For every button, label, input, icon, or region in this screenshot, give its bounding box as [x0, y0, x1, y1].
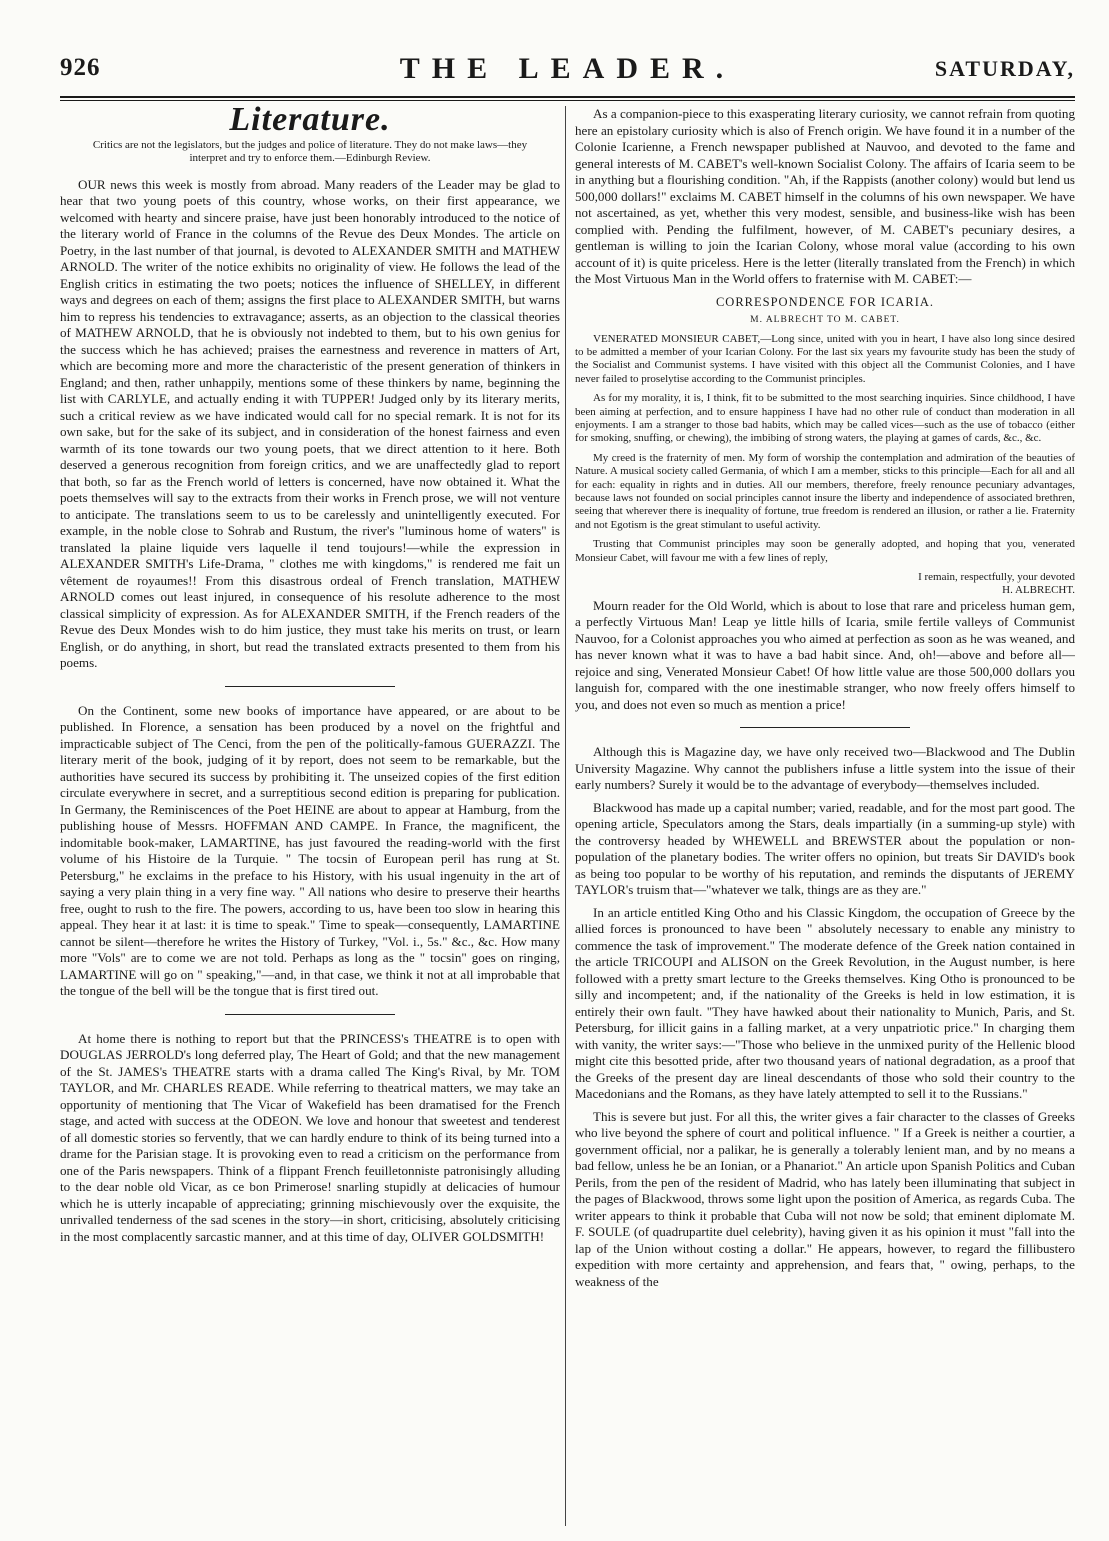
- article-paragraph: Mourn reader for the Old World, which is about to lose that rare and priceless human gem, a perfectly Virtuous Man! Leap ye little hills of Icaria, smile fertile valleys of Communist Nauvoo, for a Colonist approaches you who aimed at perfection as soon as he was weaned, and has never known what it was to have a bad habit since. And, oh!—above and before all—rejoice and sing, Venerated Monsieur Cabet! Of how little value are those 500,000 dollars you languish for, compared with the one inestimable stranger, who now freely offers himself to you, and does not even so much as mention a price!: [575, 597, 1075, 712]
- letter-paragraph: My creed is the fraternity of men. My form of worship the contemplation and admiration of the beauties of Nature. A musical society called Germania, of which I am a member, sticks to this principle—Each for all and all for each: equality in rights and in duties. All our members, therefore, freely renounce pecuniary advantages, because laws not founded on social principles cannot insure the liberty and independence of associated brethren, seeing that wherever there is inequality of fortune, true freedom is rendered an illusion, or rather a lie. Fraternity and not Egotism is the great stimulant to useful activity.: [575, 451, 1075, 531]
- right-column: [575, 106, 1075, 1526]
- article-paragraph: Blackwood has made up a capital number; varied, readable, and for the most part good. The opening article, Speculators among the Stars, deals impartially (in a summing-up style) with the controversy headed by WHEWELL and BREWSTER about the population or non-population of the planetary bodies. The writer offers no opinion, but treats Sir DAVID's book as being too popular to be worthy of his reputation, and reminds the disputants of JEREMY TAYLOR's truism that—"whatever we talk, things are as they are.": [575, 799, 1075, 898]
- epigraph: Critics are not the legislators, but the judges and police of literature. They do not make laws—they interpret and try to enforce them.—Edinburgh Review.: [92, 138, 528, 164]
- page-number: 926: [60, 54, 101, 81]
- letter-paragraph: VENERATED MONSIEUR CABET,—Long since, united with you in heart, I have also long since desired to be admitted a member of your Icarian Colony. For the last six years my favourite study has been the study of the Socialist and Communist systems. I have visited with this object all the Communist Colonies, and I have never failed to proselytise according to the Communist principles.: [575, 332, 1075, 385]
- section-separator: [225, 686, 395, 687]
- issue-day: SATURDAY,: [934, 56, 1075, 81]
- letter-signoff: I remain, respectfully, your devoted: [918, 571, 1075, 583]
- section-separator: [225, 1014, 395, 1015]
- article-paragraph: Although this is Magazine day, we have only received two—Blackwood and The Dublin University Magazine. Why cannot the publishers infuse a little system into the issue of their early numbers? Surely it would be to the advantage of everybody—themselves included.: [575, 744, 1075, 793]
- correspondence-subheading: M. ALBRECHT TO M. CABET.: [750, 315, 900, 325]
- masthead: THE LEADER.: [399, 52, 736, 85]
- letter-paragraph: Trusting that Communist principles may soon be generally adopted, and hoping that you, venerated Monsieur Cabet, will favour me with a few lines of reply,: [575, 538, 1075, 564]
- article-paragraph: This is severe but just. For all this, the writer gives a fair character to the classes of Greeks who live beyond the sphere of court and political influence. " If a Greek is neither a courtier, a government official, nor a palikar, he is generally a tolerably lenient man, and by no means a bad fellow, unless he be an Ionian, or a Phanariot." An article upon Spanish Politics and Cuban Perils, from the pen of the resident of Madrid, who has lately been illuminating that subject in the pages of Blackwood, throws some light upon the position of America, as regards Cuba. The writer appears to think it probable that Cuba will not now be sold; that eminent diplomate M. F. SOULE (of quadrupartite duel celebrity), having given it as his opinion it must "fall into the lap of the Union without costing a dollar." He appears, however, to regard the fillibustero expedition with more certainty and apprehension, and fears that, " owing, perhaps, to the weakness of the: [575, 1108, 1075, 1289]
- article-paragraph: As a companion-piece to this exasperating literary curiosity, we cannot refrain from quoting here an epistolary curiosity which is also of French origin. We have found it in a number of the Colonie Icarienne, a French newspaper published at Nauvoo, and devoted to the fame and general interests of M. CABET's well-known Socialist Colony. The affairs of Icaria seem to be in anything but a flourishing condition. "Ah, if the Rappists (another colony) would but lend us 500,000 dollars!" exclaims M. CABET himself in the columns of his own newspaper. We have not ascertained, as yet, whether this very modest, sensible, and business-like wish has been complied with. Pending the fulfilment, however, of M. CABET's pecuniary desires, a gentleman is willing to join the Icarian Colony, whose moral value (according to his own account of it) is quite priceless. Here is the letter (literally translated from the French) in which the Most Virtuous Man in the World offers to fraternise with M. CABET:—: [575, 106, 1075, 286]
- letter-signature: H. ALBRECHT.: [1002, 584, 1075, 597]
- article-paragraph: At home there is nothing to report but that the PRINCESS's THEATRE is to open with DOUGLAS JERROLD's long deferred play, The Heart of Gold; and that the new management of the St. JAMES's THEATRE starts with a drama called The King's Rival, by Mr. TOM TAYLOR, and Mr. CHARLES READE. While referring to theatrical matters, we may take an opportunity of mentioning that The Vicar of Wakefield has been dramatised for the French stage, and acted with success at the ODEON. We love and honour that sweetest and tenderest of all domestic stories so fervently, that we can hardly endure to think of its being turned into a drame for the Parisian stage. It is provoking even to read a criticism on the performance from one of the Paris newspapers. Think of a flippant French feuilletonniste patronisingly alluding to the dear noble old Vicar, as ce bon Primerose! snarling stupidly at delicacies of humour which he is utterly incapable of appreciating; grinning mischievously over the exquisite, the unrivalled tenderness of the sad scenes in the story—in short, criticising, absolutely criticising in the most complacently sarcastic manner, and at this time of day, OLIVER GOLDSMITH!: [60, 1030, 560, 1244]
- page-header: [60, 54, 1075, 94]
- section-separator: [740, 727, 910, 728]
- article-paragraph: In an article entitled King Otho and his Classic Kingdom, the occupation of Greece by the allied forces is pronounced to have been " absolutely necessary to enable any ministry to commence the task of improvement." The moderate defence of the Greek nation contained in the article TRICOUPI and ALISON on the Greek Revolution, in the August number, is here followed with a pretty smart lecture to the Greeks themselves. King Otho is pronounced to be silly and incompetent; and, if the nationality of the Greeks is held in low estimation, it is entirely their own fault. "They have hawked about their nationality to Munich, Paris, and St. Petersburg, for illicit gains in a falling market, at a very unpatriotic price." In charging them with vanity, the writer says:—"Those who believe in the unmixed purity of the Hellenic blood might cite this besotted pride, after two thousand years of national degradation, as a proof that the Greeks of the present day are lineal descendants of those who sold their country to the Macedonians and the Romans, as they have lately attempted to sell it to the Russians.": [575, 904, 1075, 1102]
- letter-paragraph: As for my morality, it is, I think, fit to be submitted to the most searching inquiries. Since childhood, I have been aiming at perfection, and to ensure happiness I have had no other rule of conduct than moderation in all enjoyments. I am a stranger to those bad habits, which may be called vices—such as the use of tobacco (either for smoking, snuffing, or chewing), the imbibing of strong waters, the playing at games of cards, &c., &c.: [575, 392, 1075, 445]
- header-rule: [60, 96, 1075, 101]
- article-paragraph: OUR news this week is mostly from abroad. Many readers of the Leader may be glad to hear that two young poets of this country, whose works, on their first appearance, we welcomed with hearty and sincere praise, have just been honorably introduced to the notice of the literary world of France in the columns of the Revue des Deux Mondes. The article on Poetry, in the last number of that journal, is devoted to ALEXANDER SMITH and MATHEW ARNOLD. The writer of the notice exhibits no originality of view. He follows the lead of the English critics in estimating the two poets; notices the influence of SHELLEY, in different ways and degrees on each of them; assigns the first place to ALEXANDER SMITH, but warns him to repress his tendencies to extravagance; asserts, as an objection to the classical theories of MATHEW ARNOLD, that he is obviously not indebted to them, but to his own genius for the success which he has achieved; praises the earnestness and reverence in matters of Art, which are becoming more and more the characteristic of the present generation of thinkers in England; and then, rather unhappily, mentions some of these thinkers by name, beginning the list with CARLYLE, and actually ending it with TUPPER! Judged only by its literary merits, such a critical review as we have indicated would call for no special remark. It is not for its own sake, but for the sake of its subject, and in consideration of the honest fairness and even warmth of its tone towards our two young poets, that we direct attention to it here. Both deserved a generous recognition from foreign critics, and we are unaffectedly glad to report that both, so far as the French world of letters is concerned, have now obtained it. What the poets themselves will say to the extracts from their works in French prose, we will not venture to anticipate. The translations seem to us to be carelessly and unintelligently executed. For example, in the noble close to Sohrab and Rustum, the river's "luminous home of waters" is translated la plaine liquide vers laquelle il tend toujours!—while the expression in ALEXANDER SMITH's Life-Drama, " clothes me with kingdoms," is rendered me fait un vêtement de royaumes!! From this disastrous ordeal of French translation, MATHEW ARNOLD comes out least injured, in consequence of his resolute adherence to the most classical simplicity of expression. As for ALEXANDER SMITH, if the French readers of the Revue des Deux Mondes wish to do him justice, they must take his merits on trust, or learn English, or do anything, in short, but read the translated extracts presented to them from his poems.: [60, 176, 560, 670]
- article-paragraph: On the Continent, some new books of importance have appeared, or are about to be published. In Florence, a sensation has been produced by a novel on the frightful and impracticable subject of The Cenci, from the pen of the politically-famous GUERAZZI. The literary merit of the book, judging of it by report, does not seem to be remarkable, but the authorities have secured its success by prohibiting it. The unseized copies of the first edition circulate everywhere in secret, and a surreptitious second edition is preparing for publication. In Germany, the Reminiscences of the Poet HEINE are about to appear at Hamburg, from the publishing house of Messrs. HOFFMAN AND CAMPE. In France, the magnificent, the indomitable book-maker, LAMARTINE, has just favoured the reading-world with the first volume of his Histoire de la Turquie. " The tocsin of European peril has rung at St. Petersburg," he exclaims in the preface to his History, with his usual ingenuity in the art of saying a very plain thing in a very fine way. " All nations who desire to preserve their hearths free, ought to rush to the fire. The powers, according to us, have been too slow in hearing this appeal. They hear it at last: it is time to speak." Time to speak—consequently, LAMARTINE cannot be silent—therefore he writes the History of Turkey, "Vol. i., 5s." &c., &c. How many more "Vols" are to come we are not told. Perhaps as long as the " tocsin" goes on ringing, LAMARTINE will go on " speaking,"—and, in that case, we think it not at all improbable that the tongue of the bell will be the tongue that is first tired out.: [60, 702, 560, 998]
- correspondence-heading: CORRESPONDENCE FOR ICARIA.: [715, 294, 935, 309]
- left-column: [60, 106, 560, 1526]
- section-title: Literature.: [229, 106, 391, 138]
- column-divider: [565, 106, 566, 1526]
